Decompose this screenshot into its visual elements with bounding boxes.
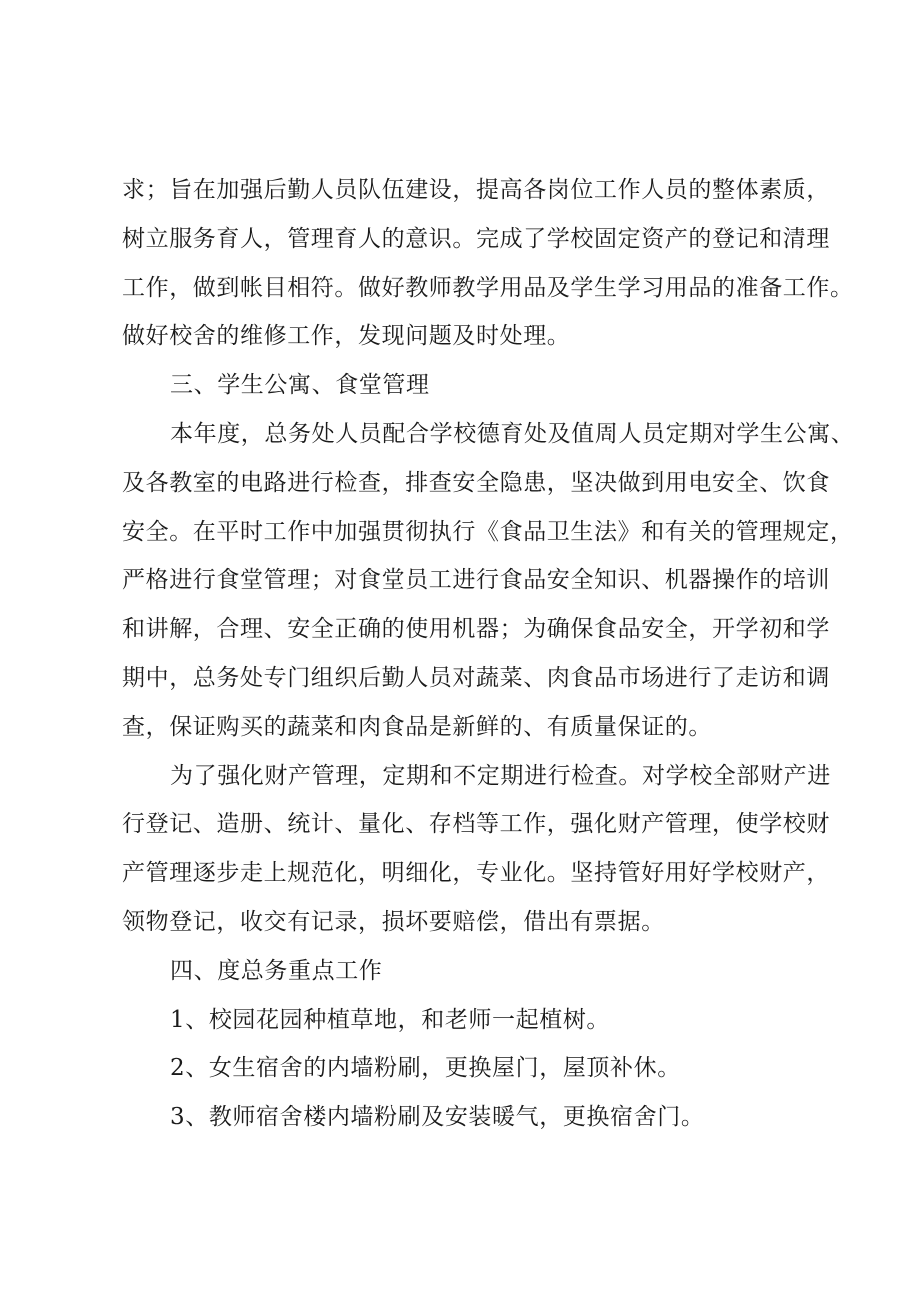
text-line: 领物登记，收交有记录，损坏要赔偿，借出有票据。 bbox=[122, 908, 665, 935]
section-heading: 三、学生公寓、食堂管理 bbox=[170, 372, 430, 399]
document-body bbox=[122, 166, 855, 1142]
text-line: 求；旨在加强后勤人员队伍建设，提高各岗位工作人员的整体素质， bbox=[122, 177, 830, 203]
text-line: 严格进行食堂管理；对食堂员工进行食品安全知识、机器操作的培训 bbox=[122, 567, 830, 594]
text-line: 工作，做到帐目相符。做好教师教学用品及学生学习用品的准备工作。 bbox=[122, 274, 854, 301]
list-item: 3、教师宿舍楼内墙粉刷及安装暖气，更换宿舍门。 bbox=[170, 1104, 705, 1131]
text-line: 和讲解，合理、安全正确的使用机器；为确保食品安全，开学初和学 bbox=[122, 616, 830, 643]
text-line: 期中，总务处专门组织后勤人员对蔬菜、肉食品市场进行了走访和调 bbox=[122, 664, 830, 691]
list-item: 1、校园花园种植草地，和老师一起植树。 bbox=[170, 1006, 611, 1033]
text-line: 做好校舍的维修工作，发现问题及时处理。 bbox=[122, 323, 571, 350]
text-line: 本年度，总务处人员配合学校德育处及值周人员定期对学生公寓、 bbox=[170, 420, 855, 447]
section-heading: 四、度总务重点工作 bbox=[170, 957, 383, 984]
text-line: 安全。在平时工作中加强贯彻执行《食品卫生法》和有关的管理规定， bbox=[122, 518, 854, 545]
text-line: 为了强化财产管理，定期和不定期进行检查。对学校全部财产进 bbox=[170, 762, 831, 789]
list-item: 2、女生宿舍的内墙粉刷，更换屋门，屋顶补休。 bbox=[170, 1055, 681, 1082]
text-line: 行登记、造册、统计、量化、存档等工作，强化财产管理，使学校财 bbox=[122, 811, 830, 838]
text-line: 及各教室的电路进行检查，排查安全隐患，坚决做到用电安全、饮食 bbox=[122, 469, 830, 496]
text-line: 查，保证购买的蔬菜和肉食品是新鲜的、有质量保证的。 bbox=[122, 713, 712, 740]
text-line: 树立服务育人，管理育人的意识。完成了学校固定资产的登记和清理 bbox=[122, 225, 830, 252]
text-line: 产管理逐步走上规范化，明细化，专业化。坚持管好用好学校财产， bbox=[122, 860, 830, 887]
